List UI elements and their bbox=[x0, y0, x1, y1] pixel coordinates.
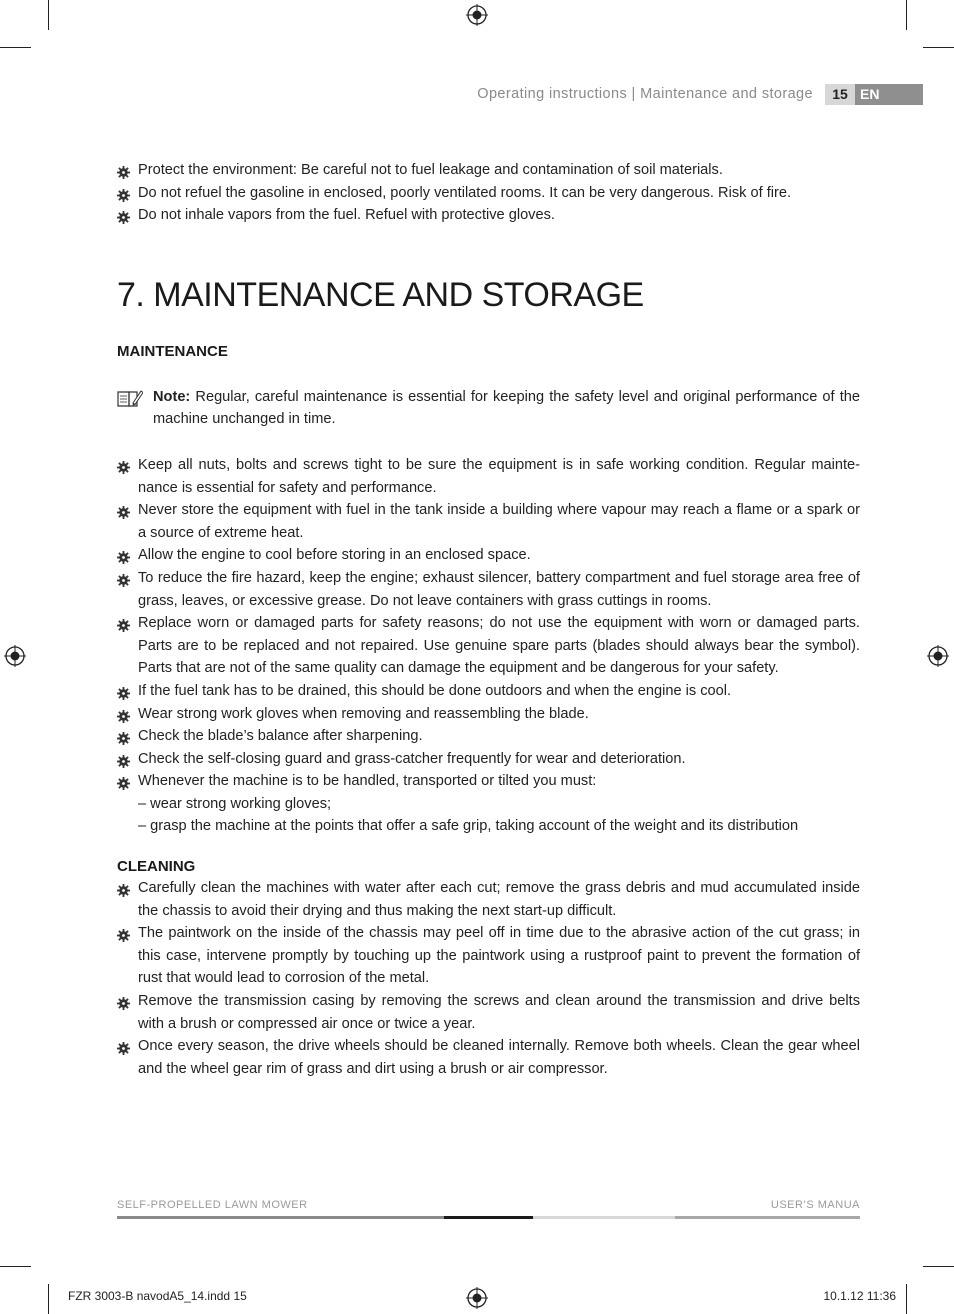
note-book-icon bbox=[117, 389, 143, 408]
footer-rule bbox=[117, 1216, 444, 1219]
crop-mark bbox=[48, 0, 49, 30]
sub-line: – wear strong working gloves; bbox=[138, 795, 332, 812]
gear-bullet-icon bbox=[117, 753, 130, 766]
list-item: Carefully clean the machines with water after each cut; remove the grass debris and mud accumulated inside the chassis to avoid their drying and thus making the next start-up difficult. bbox=[117, 877, 860, 922]
print-slug-file: FZR 3003-B navodA5_14.indd 15 bbox=[68, 1289, 247, 1303]
crop-mark bbox=[0, 47, 31, 48]
crop-mark bbox=[906, 0, 907, 30]
page-number: 15 bbox=[825, 84, 855, 105]
gear-bullet-icon bbox=[117, 708, 130, 721]
crop-mark bbox=[923, 1266, 954, 1267]
intro-bullet-list bbox=[117, 159, 860, 227]
gear-bullet-icon bbox=[117, 1040, 130, 1053]
registration-mark-icon bbox=[466, 4, 488, 26]
cleaning-bullet-list bbox=[117, 877, 860, 1080]
registration-mark-icon bbox=[466, 1287, 488, 1309]
gear-bullet-icon bbox=[117, 504, 130, 517]
crop-mark bbox=[906, 1284, 907, 1314]
list-item: Once every season, the drive wheels should be cleaned internally. Remove both wheels. Clean the gear wheel and the wheel gear rim of grass and dirt using a brush or air compressor. bbox=[117, 1035, 860, 1080]
gear-bullet-icon bbox=[117, 164, 130, 177]
footer-rule bbox=[675, 1216, 860, 1219]
gear-bullet-icon bbox=[117, 549, 130, 562]
note-text: Regular, careful maintenance is essential for keeping the safety level and original performance of the machine unchanged in time. bbox=[153, 388, 860, 428]
crop-mark bbox=[48, 1284, 49, 1314]
list-item: Do not inhale vapors from the fuel. Refuel with protective gloves. bbox=[117, 204, 860, 227]
list-item: Never store the equipment with fuel in the tank inside a building where vapour may reach a flame or a spark or a source of extreme heat. bbox=[117, 499, 860, 544]
list-item: Check the blade’s balance after sharpening. bbox=[117, 725, 860, 748]
gear-bullet-icon bbox=[117, 685, 130, 698]
gear-bullet-icon bbox=[117, 882, 130, 895]
footer-product-name: SELF-PROPELLED LAWN MOWER bbox=[117, 1199, 308, 1211]
list-item: Protect the environment: Be careful not to fuel leakage and contamination of soil materials. bbox=[117, 159, 860, 182]
gear-bullet-icon bbox=[117, 995, 130, 1008]
list-item: Replace worn or damaged parts for safety reasons; do not use the equipment with worn or damaged parts. Parts are to be replaced and not repaired. Use genuine spare parts (blades should always bear the symbol). Parts that are not of the same quality can damage the equipment and be dangerous for your safety. bbox=[117, 612, 860, 680]
list-item: Do not refuel the gasoline in enclosed, poorly ventilated rooms. It can be very dangerous. Risk of fire. bbox=[117, 182, 860, 205]
page-body bbox=[117, 159, 860, 1080]
list-item: Allow the engine to cool before storing in an enclosed space. bbox=[117, 544, 860, 567]
note-block bbox=[117, 386, 860, 431]
list-item: Wear strong work gloves when removing and reassembling the blade. bbox=[117, 703, 860, 726]
list-item: Whenever the machine is to be handled, transported or tilted you must: – wear strong working gloves; – grasp the machine at the points that offer a safe grip, taking account of the weight and its distribution bbox=[117, 770, 860, 838]
note-label: Note: bbox=[153, 388, 191, 405]
list-item: If the fuel tank has to be drained, this should be done outdoors and when the engine is cool. bbox=[117, 680, 860, 703]
gear-bullet-icon bbox=[117, 209, 130, 222]
maintenance-heading: MAINTENANCE bbox=[117, 342, 228, 360]
gear-bullet-icon bbox=[117, 617, 130, 630]
list-item: Check the self-closing guard and grass-catcher frequently for wear and deterioration. bbox=[117, 748, 860, 771]
list-item: Remove the transmission casing by removing the screws and clean around the transmission and drive belts with a brush or compressed air once or twice a year. bbox=[117, 990, 860, 1035]
footer-rule bbox=[533, 1216, 675, 1219]
gear-bullet-icon bbox=[117, 775, 130, 788]
chapter-title: 7. MAINTENANCE AND STORAGE bbox=[117, 275, 644, 314]
footer-rule bbox=[444, 1216, 533, 1219]
crop-mark bbox=[923, 47, 954, 48]
list-item: The paintwork on the inside of the chassis may peel off in time due to the abrasive action of the cut grass; in this case, intervene promptly by touching up the paintwork using a rustproof paint to prevent the formation of rust that would lead to corrosion of the metal. bbox=[117, 922, 860, 990]
cleaning-heading: CLEANING bbox=[117, 858, 196, 876]
gear-bullet-icon bbox=[117, 459, 130, 472]
maintenance-bullet-list bbox=[117, 454, 860, 838]
registration-mark-icon bbox=[4, 645, 26, 667]
gear-bullet-icon bbox=[117, 730, 130, 743]
list-item: To reduce the fire hazard, keep the engine; exhaust silencer, battery compartment and fuel storage area free of grass, leaves, or excessive grease. Do not leave containers with grass cuttings in rooms. bbox=[117, 567, 860, 612]
running-header: Operating instructions | Maintenance and storage bbox=[477, 86, 813, 102]
sub-line: – grasp the machine at the points that offer a safe grip, taking account of the weight and its distribution bbox=[138, 818, 799, 835]
print-slug-date: 10.1.12 11:36 bbox=[823, 1289, 896, 1303]
registration-mark-icon bbox=[927, 645, 949, 667]
gear-bullet-icon bbox=[117, 572, 130, 585]
list-item: Keep all nuts, bolts and screws tight to be sure the equipment is in safe working condition. Regular mainte-nance is essential for safety and performance. bbox=[117, 454, 860, 499]
gear-bullet-icon bbox=[117, 187, 130, 200]
footer-manual-label: USER’S MANUA bbox=[770, 1199, 860, 1211]
gear-bullet-icon bbox=[117, 927, 130, 940]
crop-mark bbox=[0, 1266, 31, 1267]
language-badge: EN bbox=[855, 84, 923, 105]
